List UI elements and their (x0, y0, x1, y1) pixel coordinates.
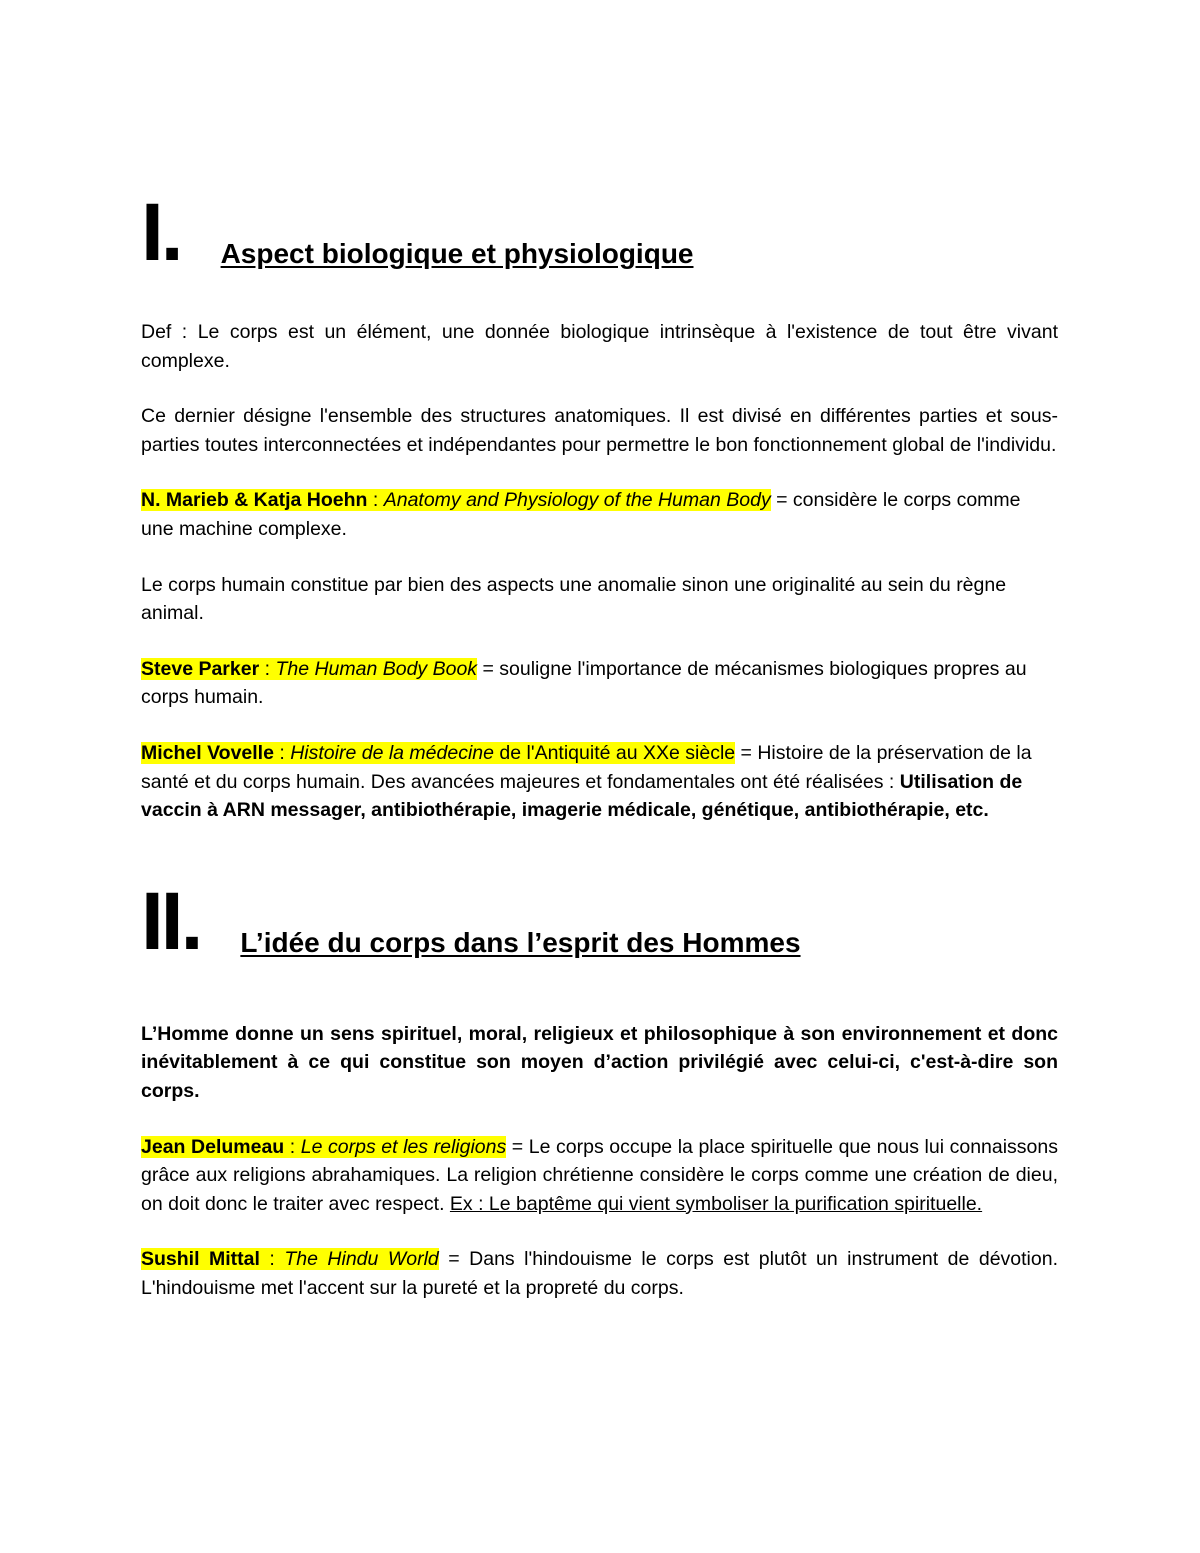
example-underlined: Ex : Le baptême qui vient symboliser la purification spirituelle. (449, 1192, 983, 1215)
reference-separator: : (284, 1135, 301, 1158)
reference-work-subtitle: de l'Antiquité au XXe siècle (494, 741, 736, 764)
reference-marieb-paragraph (141, 486, 1058, 543)
section-2-heading (141, 864, 1058, 967)
reference-work-title: Anatomy and Physiology of the Human Body (383, 489, 771, 512)
reference-work-title: The Hindu World (284, 1248, 439, 1271)
structure-paragraph: Ce dernier désigne l'ensemble des structures anatomiques. Il est divisé en différentes parties et sous-parties toutes interconnectées et indépendantes pour permettre le bon fonctionnement global de l'individu. (141, 405, 1058, 456)
reference-separator: : (273, 741, 291, 764)
reference-comment: = considère le corps comme une machine complexe. (141, 489, 1021, 540)
highlight (141, 658, 477, 680)
reference-comment: = Histoire de la préservation de la santé et du corps humain. Des avancées majeures et fondamentales ont été réalisées : (141, 741, 1032, 793)
section-1-numeral: I. (141, 187, 181, 279)
highlight (141, 742, 735, 764)
reference-parker-paragraph (141, 655, 1058, 712)
reference-work-title: Histoire de la médecine (290, 741, 494, 764)
reference-author: Michel Vovelle (141, 741, 274, 764)
highlight (141, 489, 771, 511)
reference-author: Steve Parker (141, 657, 260, 680)
reference-separator: : (259, 657, 276, 680)
reference-vovelle-paragraph (141, 739, 1058, 825)
highlight (141, 1136, 506, 1158)
section-2-intro-paragraph: L’Homme donne un sens spirituel, moral, religieux et philosophique à son environnement et donc inévitablement à ce qui constitue son moyen d’action privilégié avec celui-ci, c'est-à-dire son corps. (141, 1022, 1058, 1102)
reference-delumeau-paragraph (141, 1133, 1058, 1219)
reference-author: Jean Delumeau (141, 1135, 285, 1158)
reference-advances-list: Utilisation de vaccin à ARN messager, antibiothérapie, imagerie médicale, génétique, antibiothérapie, etc. (141, 770, 1023, 822)
document-content (141, 175, 1058, 1302)
reference-comment: = souligne l'importance de mécanismes biologiques propres au corps humain. (141, 657, 1027, 709)
reference-work-title: Le corps et les religions (300, 1135, 507, 1158)
section-1-heading (141, 175, 1058, 279)
reference-separator: : (259, 1248, 285, 1271)
section-1-title: Aspect biologique et physiologique (220, 238, 694, 269)
reference-author: Sushil Mittal (141, 1248, 260, 1271)
reference-author: N. Marieb & Katja Hoehn (141, 489, 368, 512)
reference-mittal-paragraph (141, 1245, 1058, 1302)
reference-work-title: The Human Body Book (275, 657, 478, 680)
reference-comment: = Le corps occupe la place spirituelle que nous lui connaissons grâce aux religions abrahamiques. La religion chrétienne considère le corps comme une création de dieu, on doit donc le traiter avec respect. (141, 1135, 1058, 1215)
section-2-numeral: II. (141, 875, 201, 967)
reference-separator: : (367, 489, 384, 512)
section-2-title: L’idée du corps dans l’esprit des Hommes (240, 926, 801, 958)
definition-paragraph: Def : Le corps est un élément, une donnée biologique intrinsèque à l'existence de tout être vivant complexe. (141, 321, 1058, 372)
highlight (141, 1248, 439, 1270)
reference-comment: = Dans l'hindouisme le corps est plutôt un instrument de dévotion. L'hindouisme met l'accent sur la pureté et la propreté du corps. (141, 1248, 1058, 1299)
anomaly-paragraph: Le corps humain constitue par bien des aspects une anomalie sinon une originalité au sein du règne animal. (141, 573, 1007, 625)
